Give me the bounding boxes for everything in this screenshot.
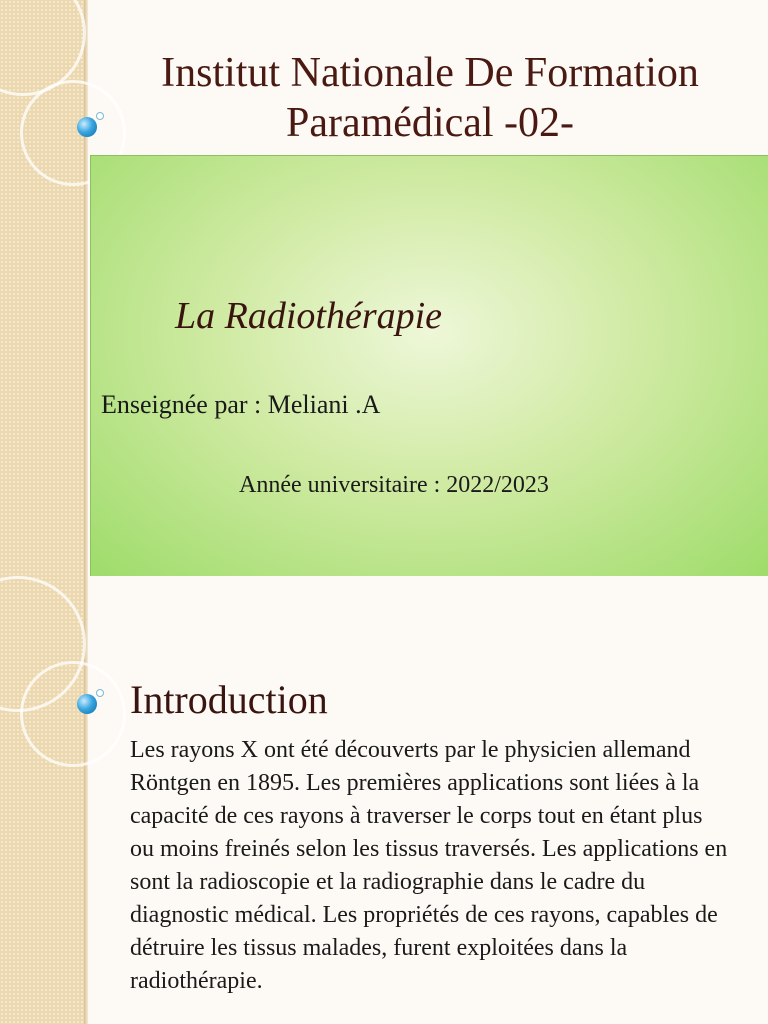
title-line-2: Paramédical -02- <box>285 100 575 146</box>
section-title: Introduction <box>130 677 328 722</box>
title-panel <box>90 155 768 576</box>
course-subject: La Radiothérapie <box>175 295 443 337</box>
title-line-1: Institut Nationale De Formation <box>161 50 699 96</box>
academic-year: Année universitaire : 2022/2023 <box>239 472 549 498</box>
small-ring-icon <box>96 689 104 697</box>
slide-2 <box>0 576 768 1024</box>
decorative-ring <box>20 661 126 767</box>
introduction-paragraph: Les rayons X ont été découverts par le physicien allemand Röntgen en 1895. Les premières applications sont liées à la capacité de ces rayons à traverser le corps tout en étant plus ou moins freinés selon les tissus traversés. Les applications en sont la radioscopie et la radiographie dans le cadre du diagnostic médical. Les propriétés de ces rayons, capables de détruire les tissus malades, furent exploitées dans la radiothérapie. <box>130 737 728 994</box>
bullet-dot-icon <box>77 694 97 714</box>
teacher-line: Enseignée par : Meliani .A <box>101 390 381 419</box>
institution-title <box>92 48 768 148</box>
